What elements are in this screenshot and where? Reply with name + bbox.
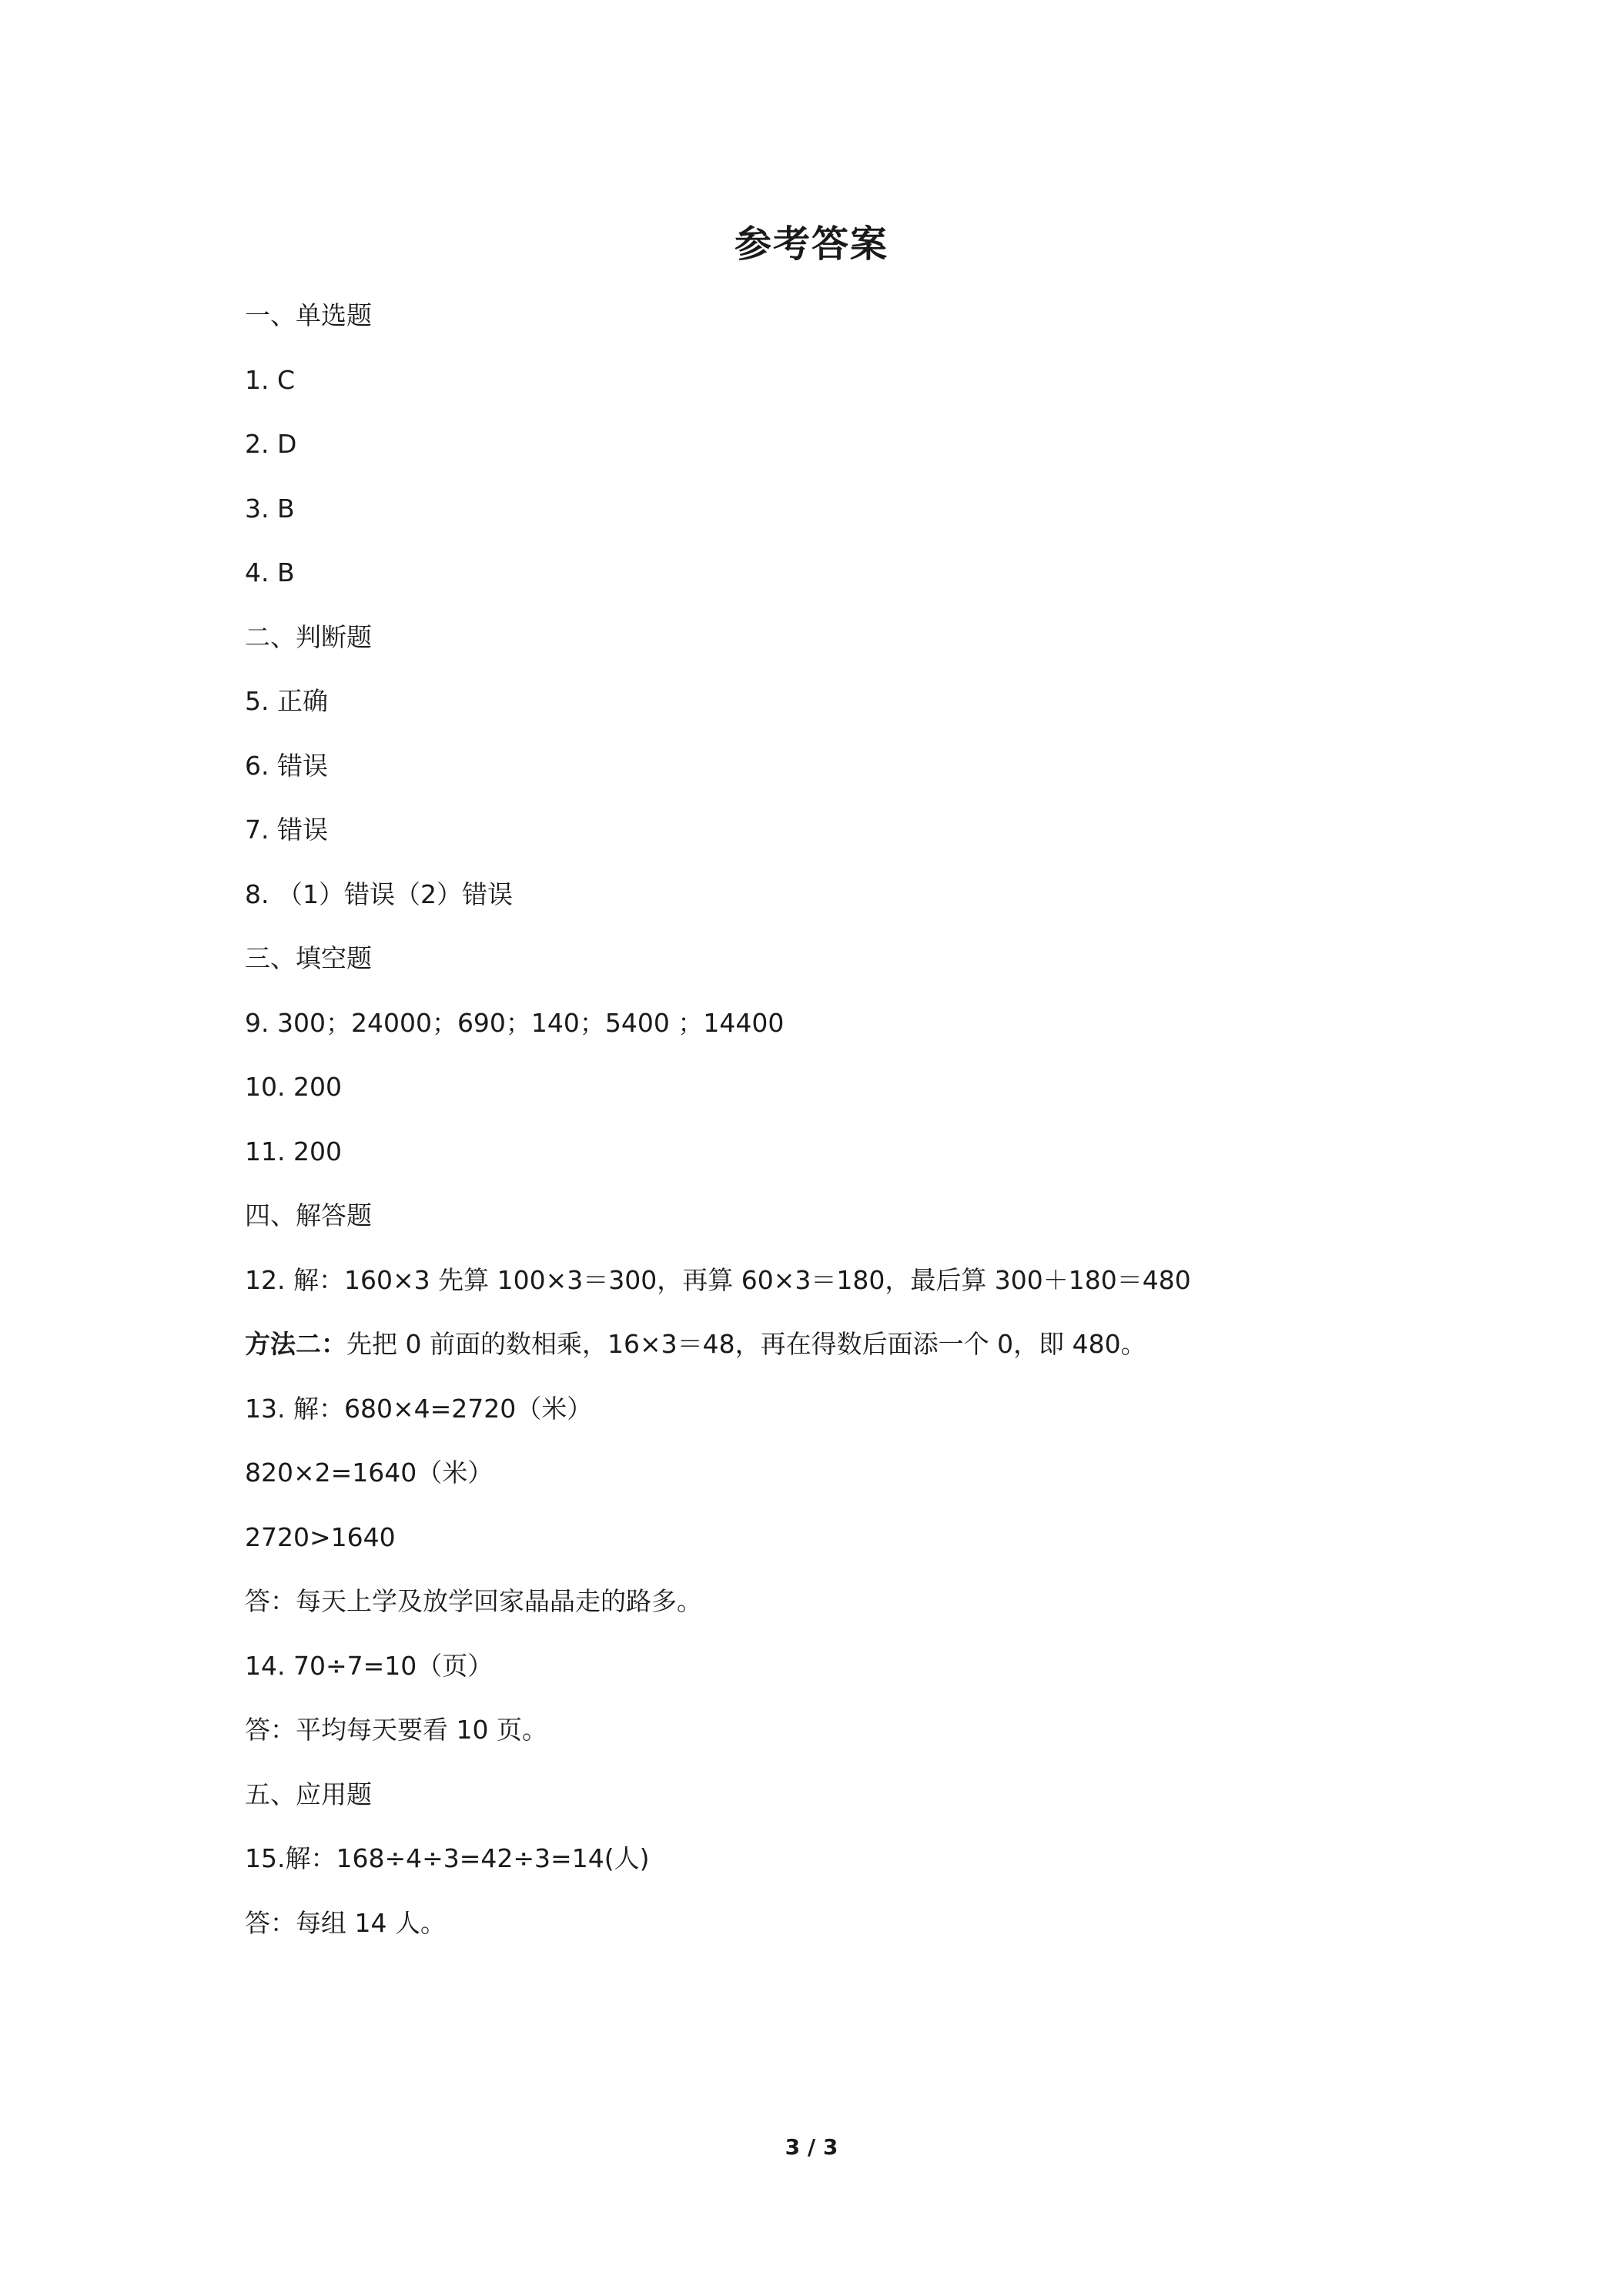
answer-line: 820×2=1640（米）	[245, 1458, 494, 1488]
answer-line: 6. 错误	[245, 750, 328, 781]
answer-line: 10. 200	[245, 1072, 342, 1102]
section-heading: 五、应用题	[245, 1779, 372, 1809]
answer-line: 8. （1）错误（2）错误	[245, 879, 513, 909]
answer-line-method-two	[245, 1324, 1400, 1389]
answer-line: 5. 正确	[245, 686, 328, 716]
method-two-text: 先把 0 前面的数相乘，16×3＝48，再在得数后面添一个 0，即 480。	[346, 1329, 1146, 1359]
answer-line: 9. 300；24000；690；140；5400 ；14400	[245, 1007, 785, 1038]
answer-line: 15.解：168÷4÷3=42÷3=14(人)	[245, 1843, 650, 1873]
answer-line: 14. 70÷7=10（页）	[245, 1650, 494, 1681]
page-title: 参考答案	[734, 223, 888, 266]
section-heading: 一、单选题	[245, 300, 372, 330]
answer-line: 11. 200	[245, 1136, 342, 1166]
answer-line: 13. 解：680×4=2720（米）	[245, 1393, 593, 1424]
answer-line: 4. B	[245, 557, 295, 587]
section-heading: 四、解答题	[245, 1200, 372, 1230]
section-heading: 二、判断题	[245, 621, 372, 652]
answer-line: 7. 错误	[245, 815, 328, 845]
answer-line: 答：平均每天要看 10 页。	[245, 1715, 547, 1745]
answer-content	[245, 296, 1400, 1967]
page-number: 3 / 3	[785, 2134, 838, 2160]
answer-line: 答：每组 14 人。	[245, 1907, 446, 1938]
answer-line: 12. 解：160×3 先算 100×3＝300，再算 60×3＝180，最后算 300＋180＝480	[245, 1264, 1191, 1295]
answer-line: 2720>1640	[245, 1521, 396, 1552]
method-two-label: 方法二：	[245, 1329, 346, 1359]
answer-line: 答：每天上学及放学回家晶晶走的路多。	[245, 1586, 702, 1616]
answer-line: 2. D	[245, 429, 297, 459]
answer-line: 1. C	[245, 364, 296, 395]
section-heading: 三、填空题	[245, 943, 372, 973]
answer-line: 3. B	[245, 493, 295, 524]
